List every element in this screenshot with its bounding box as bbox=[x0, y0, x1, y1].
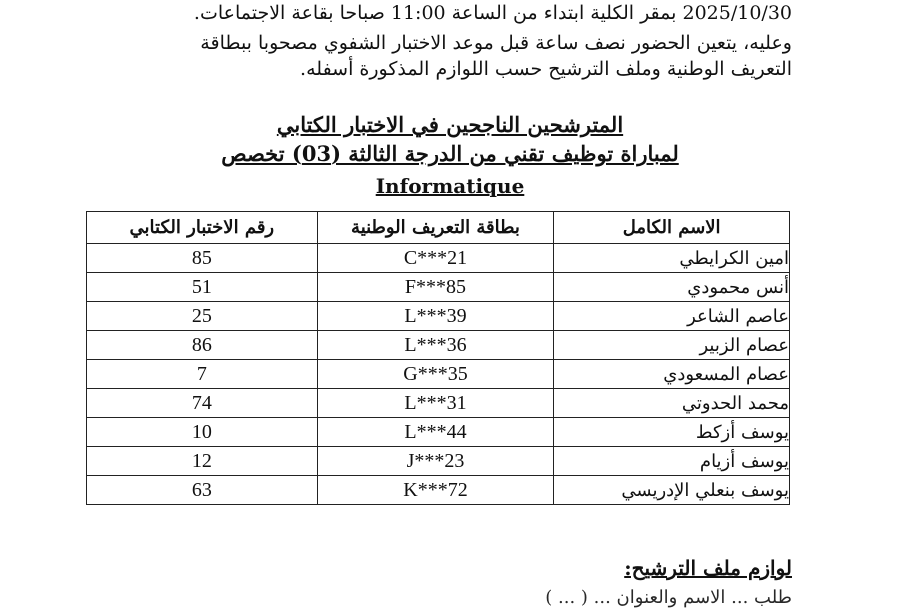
header-national-id: بطاقة التعريف الوطنية bbox=[317, 212, 554, 244]
cell-full-name: محمد الحدوتي bbox=[554, 389, 790, 418]
cell-exam-number: 63 bbox=[87, 476, 318, 505]
heading-line-1: المترشحين الناجحين في الاختبار الكتابي bbox=[276, 112, 624, 137]
candidates-table bbox=[86, 211, 790, 505]
cell-full-name: يوسف أزيام bbox=[554, 447, 790, 476]
heading-specialty: Informatique bbox=[375, 174, 525, 198]
intro-line-2: وعليه، يتعين الحضور نصف ساعة قبل موعد الاختبار الشفوي مصحوبا ببطاقة bbox=[200, 32, 792, 54]
requirements-heading: لوازم ملف الترشيح: bbox=[624, 556, 792, 580]
cell-exam-number: 51 bbox=[87, 273, 318, 302]
table-header-row bbox=[87, 212, 790, 244]
cell-national-id: L***36 bbox=[317, 331, 554, 360]
cell-full-name: يوسف بنعلي الإدريسي bbox=[554, 476, 790, 505]
table-row bbox=[87, 447, 790, 476]
cell-national-id: L***31 bbox=[317, 389, 554, 418]
cell-full-name: عصام الزبير bbox=[554, 331, 790, 360]
intro-line-1: 2025/10/30 بمقر الكلية ابتداء من الساعة 11:00 صباحا بقاعة الاجتماعات. bbox=[193, 2, 792, 24]
cell-exam-number: 7 bbox=[87, 360, 318, 389]
table-row bbox=[87, 302, 790, 331]
table-body bbox=[87, 244, 790, 505]
table-row bbox=[87, 331, 790, 360]
heading-line-2: لمباراة توظيف تقني من الدرجة الثالثة (03) تخصص bbox=[221, 141, 679, 166]
cell-exam-number: 74 bbox=[87, 389, 318, 418]
cell-national-id: L***44 bbox=[317, 418, 554, 447]
cell-full-name: أنس محمودي bbox=[554, 273, 790, 302]
cell-national-id: K***72 bbox=[317, 476, 554, 505]
cell-national-id: J***23 bbox=[317, 447, 554, 476]
cell-exam-number: 25 bbox=[87, 302, 318, 331]
header-full-name: الاسم الكامل bbox=[554, 212, 790, 244]
requirements-partial-line: طلب ... الاسم والعنوان ... ( ... ) bbox=[545, 587, 792, 608]
cell-full-name: عصام المسعودي bbox=[554, 360, 790, 389]
table-row bbox=[87, 476, 790, 505]
cell-national-id: L***39 bbox=[317, 302, 554, 331]
cell-exam-number: 85 bbox=[87, 244, 318, 273]
cell-exam-number: 86 bbox=[87, 331, 318, 360]
table-row bbox=[87, 389, 790, 418]
table-row bbox=[87, 360, 790, 389]
header-exam-number: رقم الاختبار الكتابي bbox=[87, 212, 318, 244]
cell-national-id: F***85 bbox=[317, 273, 554, 302]
cell-national-id: C***21 bbox=[317, 244, 554, 273]
cell-exam-number: 12 bbox=[87, 447, 318, 476]
intro-line-3: التعريف الوطنية وملف الترشيح حسب اللوازم المذكورة أسفله. bbox=[300, 58, 792, 80]
cell-exam-number: 10 bbox=[87, 418, 318, 447]
table-row bbox=[87, 273, 790, 302]
table-row bbox=[87, 244, 790, 273]
cell-national-id: G***35 bbox=[317, 360, 554, 389]
table-row bbox=[87, 418, 790, 447]
cell-full-name: عاصم الشاعر bbox=[554, 302, 790, 331]
cell-full-name: امين الكرايطي bbox=[554, 244, 790, 273]
cell-full-name: يوسف أزكط bbox=[554, 418, 790, 447]
